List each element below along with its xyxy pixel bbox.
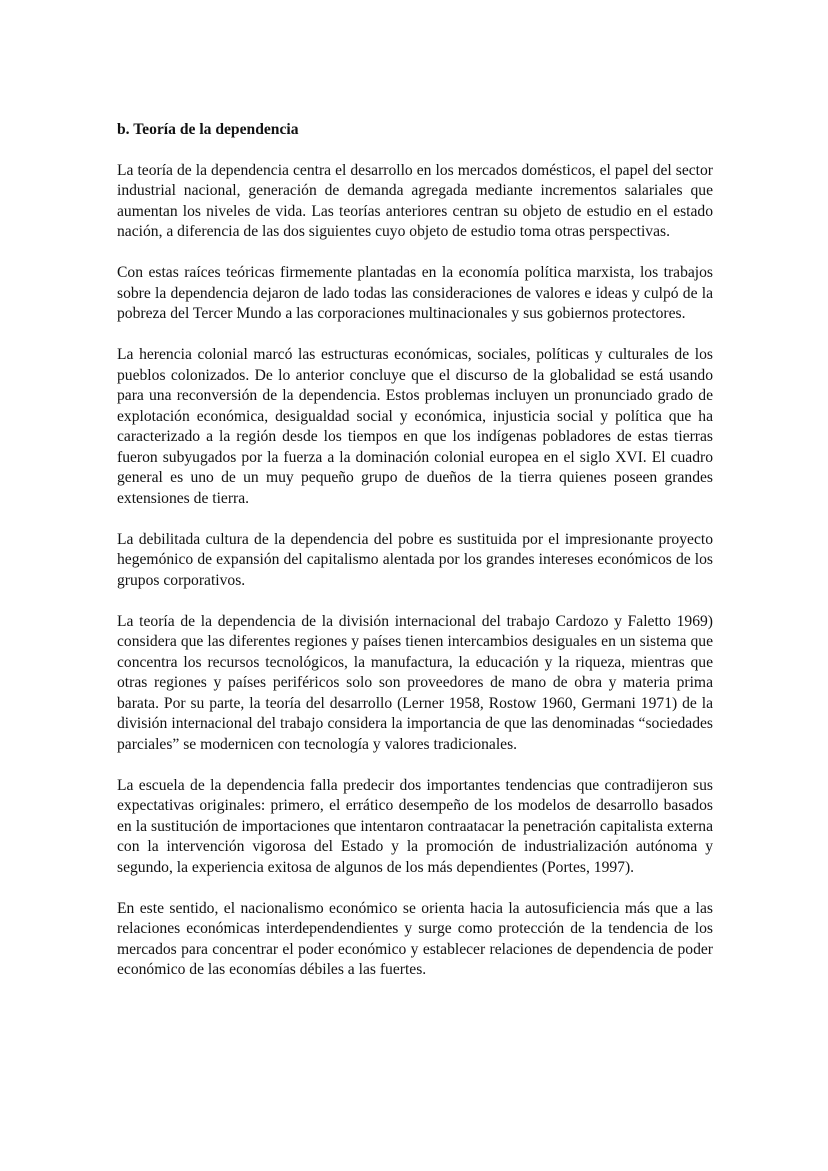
paragraph-3: La herencia colonial marcó las estructuras económicas, sociales, políticas y culturales de los pueblos colonizados. De lo anterior concluye que el discurso de la globalidad se está usando para una reconversión de la dependencia. Estos problemas incluyen un pronunciado grado de explotación económica, desigualdad social y económica, injusticia social y política que ha caracterizado a la región desde los tiempos en que los indígenas pobladores de estas tierras fueron subyugados por la fuerza a la dominación colonial europea en el siglo XVI. El cuadro general es uno de un muy pequeño grupo de dueños de la tierra quienes poseen grandes extensiones de tierra. bbox=[117, 346, 713, 507]
paragraph-4: La debilitada cultura de la dependencia del pobre es sustituida por el impresionante proyecto hegemónico de expansión del capitalismo alentada por los grandes intereses económicos de los grupos corporativos. bbox=[117, 530, 713, 589]
document-page bbox=[117, 120, 713, 1001]
paragraph-2: Con estas raíces teóricas firmemente plantadas en la economía política marxista, los trabajos sobre la dependencia dejaron de lado todas las consideraciones de valores e ideas y culpó de la pobreza del Tercer Mundo a las corporaciones multinacionales y sus gobiernos protectores. bbox=[117, 264, 713, 322]
paragraph-5: La teoría de la dependencia de la división internacional del trabajo Cardozo y Faletto 1969) considera que las diferentes regiones y países tienen intercambios desiguales en un sistema que concentra los recursos tecnológicos, la manufactura, la educación y la riqueza, mientras que otras regiones y países periféricos solo son proveedores de mano de obra y materia prima barata. Por su parte, la teoría del desarrollo (Lerner 1958, Rostow 1960, Germani 1971) de la división internacional del trabajo considera la importancia de que las denominadas “sociedades parciales” se modernicen con tecnología y valores tradicionales. bbox=[117, 612, 713, 753]
paragraph-6: La escuela de la dependencia falla predecir dos importantes tendencias que contradijeron sus expectativas originales: primero, el errático desempeño de los modelos de desarrollo basados en la sustitución de importaciones que intentaron contraatacar la penetración capitalista externa con la intervención vigorosa del Estado y la promoción de industrialización autónoma y segundo, la experiencia exitosa de algunos de los más dependientes (Portes, 1997). bbox=[117, 776, 713, 876]
section-heading: b. Teoría de la dependencia bbox=[117, 121, 299, 138]
paragraph-7: En este sentido, el nacionalismo económico se orienta hacia la autosuficiencia más que a las relaciones económicas interdependendientes y surge como protección de la tendencia de los mercados para concentrar el poder económico y establecer relaciones de dependencia de poder económico de las economías débiles a las fuertes. bbox=[117, 899, 713, 978]
paragraph-1: La teoría de la dependencia centra el desarrollo en los mercados domésticos, el papel del sector industrial nacional, generación de demanda agregada mediante incrementos salariales que aumentan los niveles de vida. Las teorías anteriores centran su objeto de estudio en el estado nación, a diferencia de las dos siguientes cuyo objeto de estudio toma otras perspectivas. bbox=[117, 161, 713, 240]
